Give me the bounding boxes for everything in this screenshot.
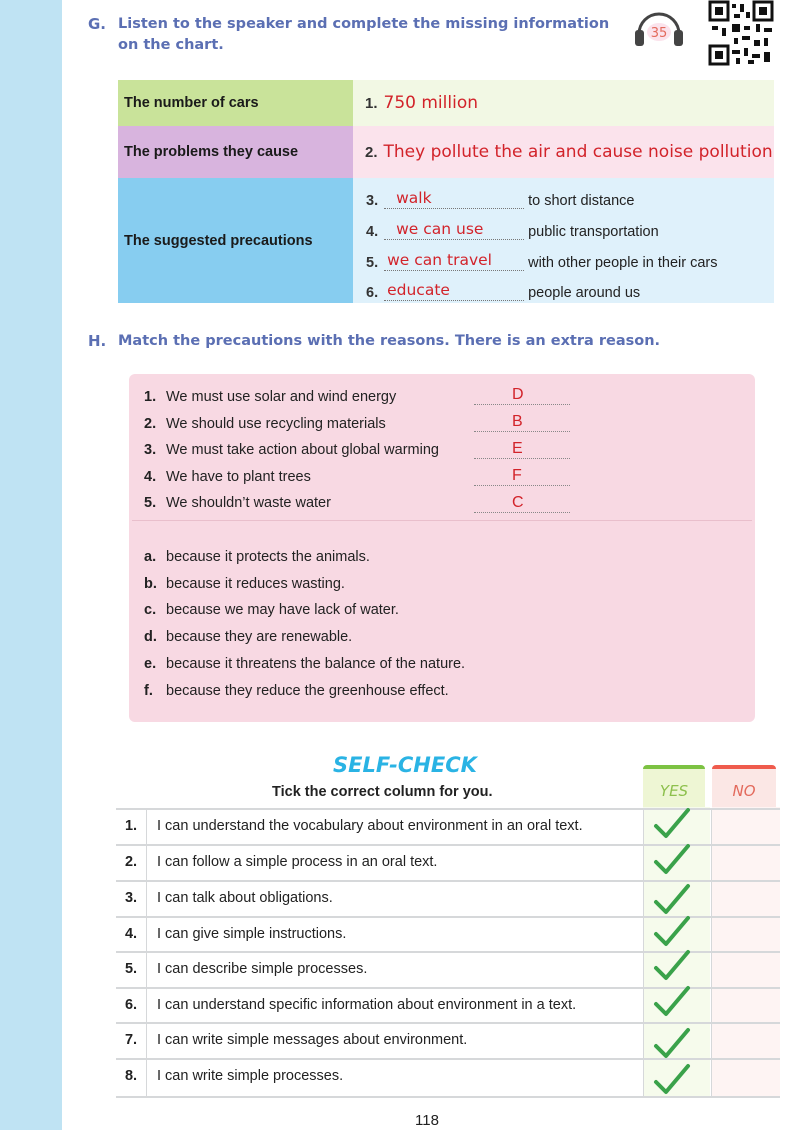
row-number: 8. [124,1068,138,1084]
item-number: 6. [366,285,379,301]
item-number: 4. [144,469,157,485]
answer-text: educate [387,281,450,299]
left-margin-strip [0,0,62,1130]
yes-checkmark-icon[interactable] [652,806,692,842]
item-number: 5. [366,255,379,271]
precaution-2 [144,416,386,432]
precaution-4 [144,469,311,485]
row-text: I can understand specific information about environment in a text. [157,997,577,1013]
reason-text: because they are renewable. [166,629,353,645]
answer-blank[interactable] [384,280,524,301]
no-column-header: NO [712,765,776,811]
reason-c [144,602,399,618]
precaution-item-6 [366,277,640,301]
item-number: 4. [366,224,379,240]
audio-track-number: 35 [650,26,668,41]
answer-letter: B [512,413,523,430]
yes-checkmark-icon[interactable] [652,882,692,918]
reason-f [144,683,449,699]
row-text: I can write simple processes. [157,1068,344,1084]
row-text: I can understand the vocabulary about environment in an oral text. [157,818,583,834]
chart-item-number: 1. [365,94,378,112]
answer-blank[interactable] [384,250,524,271]
reason-a [144,549,370,565]
item-text: We must use solar and wind energy [166,389,397,405]
section-h-instruction: Match the precautions with the reasons. There is an extra reason. [118,333,661,349]
item-number: 2. [144,416,157,432]
answer-letter: F [512,467,522,484]
precaution-5 [144,495,331,511]
answer-letter: D [512,386,524,403]
precaution-item-5 [366,247,718,271]
item-number: 3. [366,193,379,209]
match-answer-5[interactable] [474,492,570,513]
table-divider [146,808,147,1098]
precaution-1 [144,389,396,405]
yes-checkmark-icon[interactable] [652,914,692,950]
reason-letter: e. [144,656,157,672]
answer-text: we can use [396,220,484,238]
reason-text: because it protects the animals. [166,549,370,565]
row-number: 2. [124,854,138,870]
chart-answer-row-1 [353,80,774,126]
reason-b [144,576,345,592]
row-text: I can write simple messages about environment. [157,1032,468,1048]
self-check-subtitle: Tick the correct column for you. [272,784,493,800]
chart-item-number: 2. [365,143,378,161]
item-text: We should use recycling materials [166,416,386,432]
row-number: 3. [124,890,138,906]
chart-label-problems: The problems they cause [118,126,353,178]
item-text: people around us [528,285,641,301]
row-text: I can give simple instructions. [157,926,347,942]
reason-letter: f. [144,683,153,699]
item-text: We must take action about global warming [166,442,439,458]
item-text: public transportation [528,224,659,240]
section-g-letter: G. [88,15,107,33]
page-number: 118 [415,1112,439,1129]
reason-letter: b. [144,576,157,592]
table-divider [711,808,712,1098]
match-answer-4[interactable] [474,465,570,486]
reason-letter: c. [144,602,157,618]
yes-checkmark-icon[interactable] [652,984,692,1020]
yes-checkmark-icon[interactable] [652,1062,692,1098]
match-answer-2[interactable] [474,411,570,432]
row-number: 4. [124,926,138,942]
item-number: 1. [144,389,157,405]
item-number: 5. [144,495,157,511]
section-g-instruction: Listen to the speaker and complete the missing information on the chart. [118,16,610,53]
row-text: I can follow a simple process in an oral text. [157,854,438,870]
precaution-item-3 [366,185,635,209]
qr-code-icon[interactable] [708,0,774,66]
yes-checkmark-icon[interactable] [652,1026,692,1062]
match-answer-1[interactable] [474,384,570,405]
chart-label-precautions: The suggested precautions [118,178,353,303]
item-text: We shouldn’t waste water [166,495,331,511]
item-number: 3. [144,442,157,458]
yes-checkmark-icon[interactable] [652,842,692,878]
reason-text: because it threatens the balance of the nature. [166,656,466,672]
reason-text: because they reduce the greenhouse effect. [166,683,449,699]
listening-chart [118,80,774,303]
item-text: with other people in their cars [528,255,718,271]
row-number: 6. [124,997,138,1013]
audio-headphones-icon[interactable] [633,8,685,48]
reason-text: because we may have lack of water. [166,602,399,618]
reason-text: because it reduces wasting. [166,576,345,592]
chart-label-number-of-cars: The number of cars [118,80,353,126]
answer-text: walk [396,189,432,207]
row-number: 7. [124,1032,138,1048]
chart-answer-row-2 [353,126,774,178]
row-text: I can talk about obligations. [157,890,333,906]
answer-blank[interactable] [384,219,524,240]
table-divider [643,808,644,1098]
precaution-3 [144,442,439,458]
answer-letter: C [512,494,524,511]
reason-e [144,656,465,672]
answer-number-of-cars[interactable]: 750 million [383,93,478,113]
row-text: I can describe simple processes. [157,961,368,977]
item-text: to short distance [528,193,635,209]
reason-letter: a. [144,549,157,565]
row-number: 1. [124,818,138,834]
row-number: 5. [124,961,138,977]
self-check-title: SELF-CHECK [333,753,477,777]
section-h-letter: H. [88,332,107,350]
matching-divider [132,520,752,521]
answer-blank[interactable] [384,188,524,209]
yes-checkmark-icon[interactable] [652,948,692,984]
reason-d [144,629,352,645]
precaution-item-4 [366,216,659,240]
yes-column-header: YES [643,765,705,811]
reason-letter: d. [144,629,157,645]
match-answer-3[interactable] [474,438,570,459]
answer-letter: E [512,440,523,457]
item-text: We have to plant trees [166,469,311,485]
answer-text: we can travel [387,251,492,269]
answer-problems[interactable]: They pollute the air and cause noise pollution [383,142,773,162]
